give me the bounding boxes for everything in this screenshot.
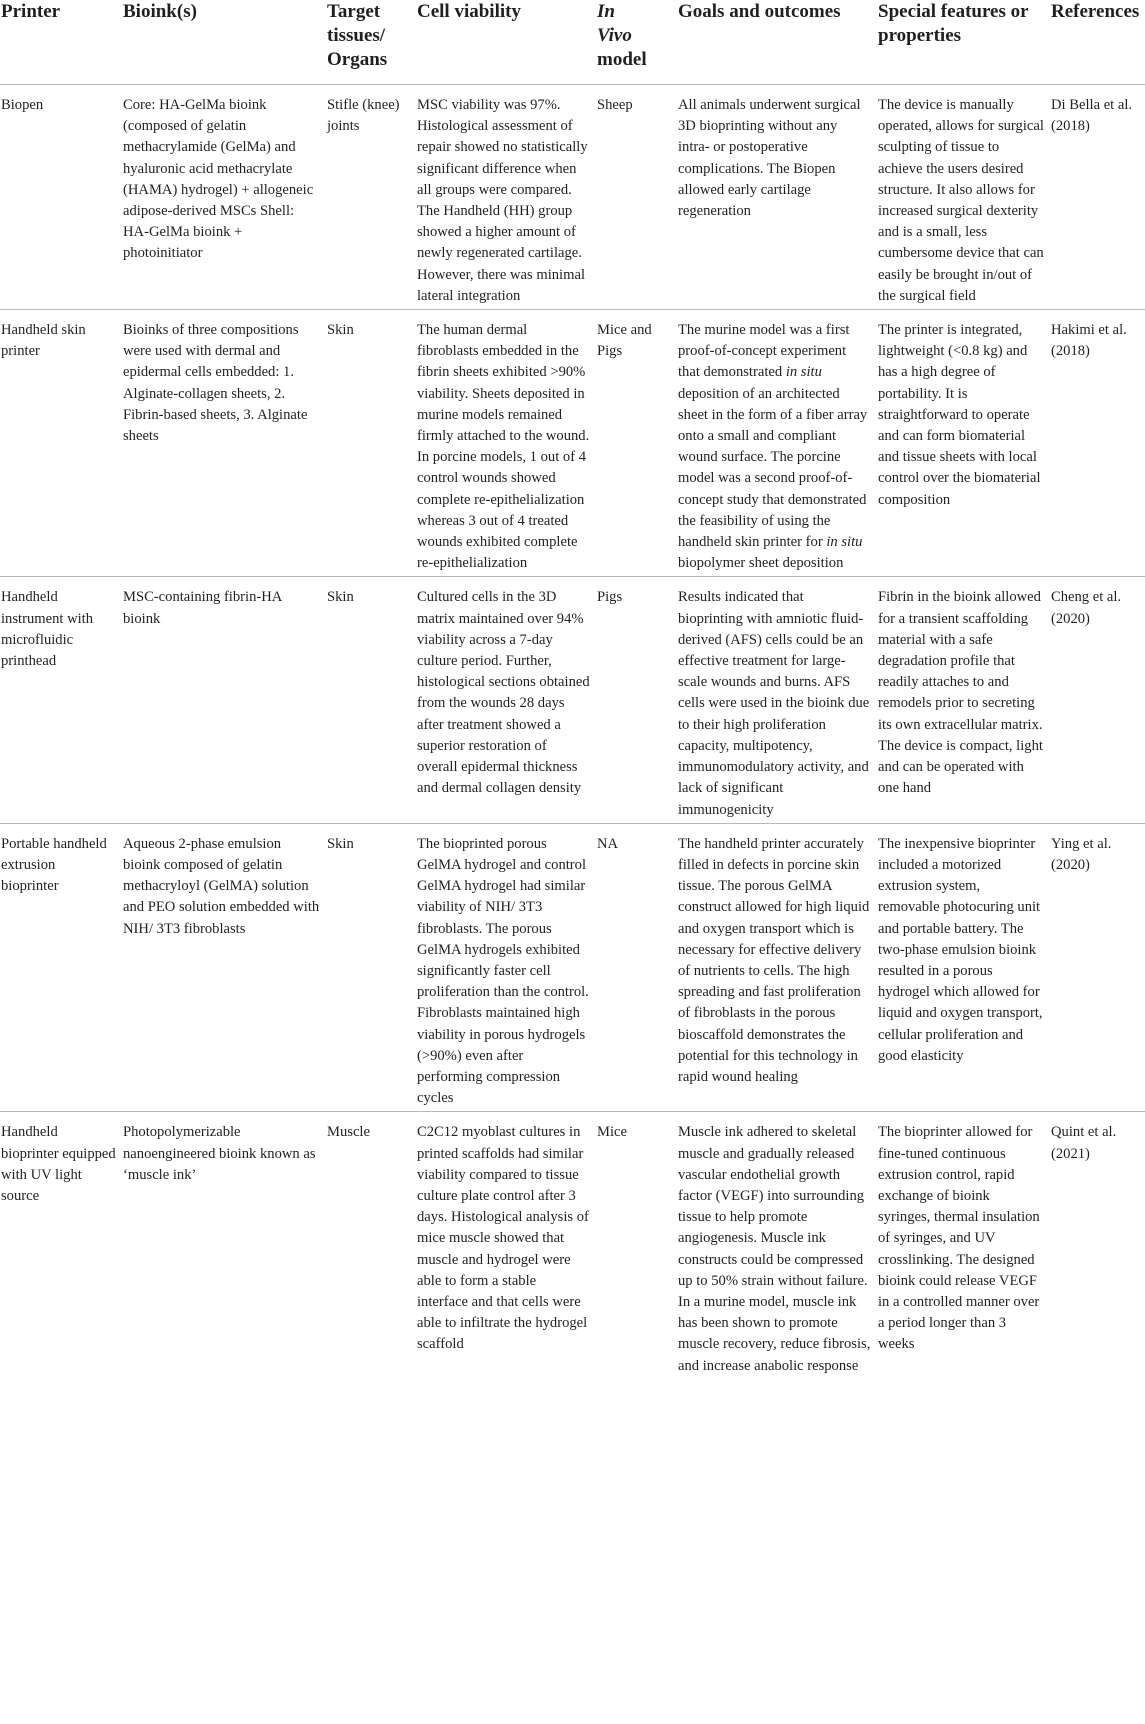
cell-bioinks: Bioinks of three compositions were used with dermal and epidermal cells embedded: 1. Alginate-collagen sheets, 2. Fibrin-based sheets, 3. Alginate sheets <box>122 310 326 577</box>
goals-text-part-1: The murine model was a first proof-of-concept experiment that demonstrated <box>678 322 850 381</box>
cell-printer: Handheld bioprinter equipped with UV light source <box>1 1124 116 1204</box>
table-row <box>0 577 1145 823</box>
table-row <box>0 310 1145 577</box>
cell-invivo: Mice <box>597 1124 627 1141</box>
cell-invivo: Pigs <box>596 577 677 823</box>
header-in-vivo-model-word: model <box>597 49 647 70</box>
cell-goals: All animals underwent surgical 3D bioprinting without any intra- or postoperative complications. The Biopen allowed early cartilage regeneration <box>677 85 877 310</box>
cell-printer: Handheld instrument with microfluidic printhead <box>0 577 122 823</box>
cell-special: The inexpensive bioprinter included a motorized extrusion system, removable photocuring unit and portable battery. The two-phase emulsion bioink resulted in a porous hydrogel which allowed for liquid and oxygen transport, cellular proliferation and good elasticity <box>877 823 1050 1112</box>
header-goals-outcomes: Goals and outcomes <box>677 0 877 85</box>
header-cell-viability: Cell viability <box>416 0 596 85</box>
goals-text-part-2: deposition of an architected sheet in the form of a fiber array onto a small and compliant wound surface. The porcine model was a second proof-of-concept study that demonstrated the feasibility of using the handheld skin printer for <box>678 385 868 551</box>
cell-goals: Muscle ink adhered to skeletal muscle and gradually released vascular endothelial growth factor (VEGF) into surrounding tissue to help promote angiogenesis. Muscle ink constructs could be compressed up to 50% strain without failure. In a murine model, muscle ink has been shown to promote muscle recovery, reduce fibrosis, and increase anabolic response <box>678 1124 871 1374</box>
cell-special: The bioprinter allowed for fine-tuned continuous extrusion control, rapid exchange of bioink syringes, thermal insulation of syringes, and UV crosslinking. The designed bioink could release VEGF in a controlled manner over a period longer than 3 weeks <box>878 1124 1040 1353</box>
cell-refs: Quint et al. (2021) <box>1051 1124 1117 1162</box>
cell-viability: The human dermal fibroblasts embedded in the fibrin sheets exhibited >90% viability. Sheets deposited in murine models remained firmly attached to the wound. In porcine models, 1 out of 4 control wounds showed complete re-epithelialization whereas 3 out of 4 treated wounds exhibited complete re-epithelialization <box>416 310 596 577</box>
goals-italic-in-situ-2: in situ <box>826 534 863 551</box>
header-printer: Printer <box>0 0 122 85</box>
cell-refs: Di Bella et al. (2018) <box>1050 85 1145 310</box>
header-bioinks: Bioink(s) <box>122 0 326 85</box>
cell-printer: Biopen <box>0 85 122 310</box>
header-in-vivo-italic-vivo: Vivo <box>597 25 632 46</box>
header-references: References <box>1050 0 1145 85</box>
cell-printer: Handheld skin printer <box>0 310 122 577</box>
table-row <box>0 1112 1145 1379</box>
cell-bioinks: MSC-containing fibrin-HA bioink <box>122 577 326 823</box>
cell-refs: Ying et al. (2020) <box>1050 823 1145 1112</box>
table-header <box>0 0 1145 85</box>
cell-target: Skin <box>326 823 416 1112</box>
cell-viability: Cultured cells in the 3D matrix maintained over 94% viability across a 7-day culture period. Further, histological sections obtained from the wounds 28 days after treatment showed a superior restoration of overall epidermal thickness and dermal collagen density <box>416 577 596 823</box>
cell-target: Stifle (knee) joints <box>326 85 416 310</box>
cell-special: The printer is integrated, lightweight (<0.8 kg) and has a high degree of portability. It is straightforward to operate and can form biomaterial and tissue sheets with local control over the biomaterial composition <box>877 310 1050 577</box>
cell-printer: Portable handheld extrusion bioprinter <box>0 823 122 1112</box>
cell-target: Skin <box>326 577 416 823</box>
cell-viability: C2C12 myoblast cultures in printed scaffolds had similar viability compared to tissue culture plate control after 3 days. Histological analysis of mice muscle showed that muscle and hydrogel were able to form a stable interface and that cells were able to infiltrate the hydrogel scaffold <box>417 1124 589 1353</box>
goals-italic-in-situ-1: in situ <box>785 364 822 381</box>
cell-viability: MSC viability was 97%. Histological assessment of repair showed no statistically significant difference when all groups were compared. The Handheld (HH) group showed a higher amount of newly regenerated cartilage. However, there was minimal lateral integration <box>416 85 596 310</box>
cell-goals: The handheld printer accurately filled in defects in porcine skin tissue. The porous GelMA construct allowed for high liquid and oxygen transport which is necessary for effective delivery of nutrients to cells. The high spreading and fast proliferation of fibroblasts in the porous bioscaffold demonstrates the potential for this technology in rapid wound healing <box>677 823 877 1112</box>
cell-refs: Hakimi et al. (2018) <box>1050 310 1145 577</box>
cell-special: The device is manually operated, allows for surgical sculpting of tissue to achieve the users desired structure. It also allows for increased surgical dexterity and is a small, less cumbersome device that can easily be brought in/out of the surgical field <box>877 85 1050 310</box>
cell-special: Fibrin in the bioink allowed for a transient scaffolding material with a safe degradation profile that readily attaches to and remodels prior to secreting its own extracellular matrix. The device is compact, light and can be operated with one hand <box>877 577 1050 823</box>
cell-invivo: NA <box>596 823 677 1112</box>
table-body <box>0 85 1145 1379</box>
header-in-vivo-model <box>596 0 677 85</box>
header-in-vivo-italic-in: In <box>597 1 615 22</box>
table-row <box>0 823 1145 1112</box>
cell-target: Skin <box>326 310 416 577</box>
cell-bioinks: Core: HA-GelMa bioink (composed of gelatin methacrylamide (GelMa) and hyaluronic acid methacrylate (HAMA) hydrogel) + allogeneic adipose-derived MSCs Shell: HA-GelMa bioink + photoinitiator <box>122 85 326 310</box>
goals-text-part-3: biopolymer sheet deposition <box>678 555 844 572</box>
cell-goals <box>677 310 877 577</box>
cell-invivo: Sheep <box>596 85 677 310</box>
cell-viability: The bioprinted porous GelMA hydrogel and control GelMA hydrogel had similar viability of NIH/ 3T3 fibroblasts. The porous GelMA hydrogels exhibited significantly faster cell proliferation than the control. Fibroblasts maintained high viability in porous hydrogels (>90%) even after performing compression cycles <box>416 823 596 1112</box>
cell-invivo: Mice and Pigs <box>596 310 677 577</box>
header-row <box>0 0 1145 85</box>
cell-bioinks: Photopolymerizable nanoengineered bioink known as ‘muscle ink’ <box>123 1124 316 1183</box>
cell-bioinks: Aqueous 2-phase emulsion bioink composed of gelatin methacryloyl (GelMA) solution and PEO solution embedded with NIH/ 3T3 fibroblasts <box>122 823 326 1112</box>
header-special-features: Special features or properties <box>877 0 1050 85</box>
table-row <box>0 85 1145 310</box>
header-target-tissues: Target tissues/ Organs <box>326 0 416 85</box>
cell-target: Muscle <box>327 1124 370 1141</box>
cell-refs: Cheng et al. (2020) <box>1050 577 1145 823</box>
cell-goals: Results indicated that bioprinting with amniotic fluid-derived (AFS) cells could be an effective treatment for large-scale wounds and burns. AFS cells were used in the bioink due to their high proliferation capacity, multipotency, immunomodulatory activity, and lack of significant immunogenicity <box>677 577 877 823</box>
